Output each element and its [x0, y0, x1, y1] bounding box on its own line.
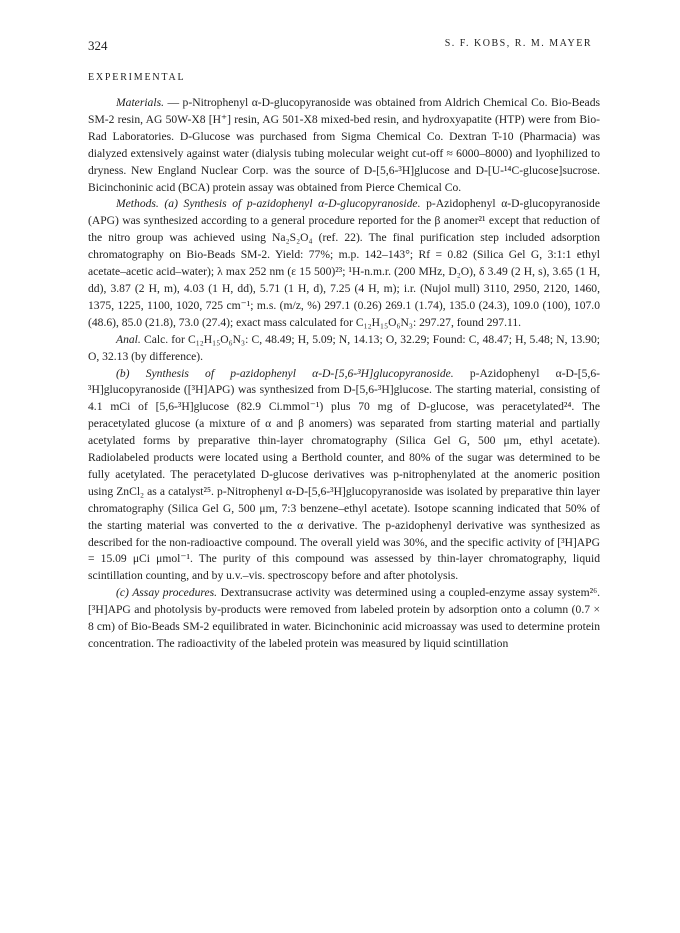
paragraph-lead: (b) Synthesis of p-azidophenyl α-D-[5,6-³H]glucopyranoside.	[116, 366, 454, 380]
body-text	[88, 95, 600, 653]
paragraph-text: p-Azidophenyl α-D-[5,6-³H]glucopyranoside ([³H]APG) was synthesized from D-[5,6-³H]glucose. The starting material, consisting of 4.1 mCi of [5,6-³H]glucose (82.9 Ci.mmol⁻¹) plus 70 mg of D-glucose, was peracetylated²⁴. The peracetylated glucose (a mixture of α and β anomers) was separated from starting material and partially acetylated forms by preparative thin-layer chromatography (Silica Gel G, 500 μm, ethyl acetate). Radiolabeled products were located using a Berthold counter, and 80% of the sugar was determined to be fully acetylated. The peracetylated D-glucose derivatives was p-nitrophenylated at the anomeric position using ZnCl₂ as a catalyst²⁵. p-Nitrophenyl α-D-[5,6-³H]glucopyranoside was isolated by preparative thin layer chromatography (Silica Gel G, 500 μm, 7:3 benzene–ethyl acetate). Isotope scanning indicated that 50% of the starting material was converted to the α derivative. The p-azidophenyl derivative was synthesized as described for the non-radioactive compound. The overall yield was 30%, and the specific activity of [³H]APG = 15.09 μCi μmol⁻¹. The purity of this compound was assessed by thin-layer chromatography, liquid scintillation counting, and by u.v.–vis. spectroscopy before and after photolysis.	[88, 366, 601, 583]
paragraph-text: — p-Nitrophenyl α-D-glucopyranoside was obtained from Aldrich Chemical Co. Bio-Beads SM-2 resin, AG 50W-X8 [H⁺] resin, AG 501-X8 mixed-bed resin, and hydroxyapatite (HTP) were from Bio-Rad Laboratories. D-Glucose was purchased from Sigma Chemical Co. Dextran T-10 (Pharmacia) was dialyzed extensively against water (dialysis tubing molecular weight cut-off ≈ 6000–8000) and lyophilized to dryness. New England Nuclear Corp. was the source of D-[5,6-³H]glucose and D-[U-¹⁴C-glucose]sucrose. Bicinchoninic acid (BCA) protein assay was obtained from Pierce Chemical Co.	[88, 96, 600, 194]
paragraph-lead: Methods. (a) Synthesis of p-azidophenyl α-D-glucopyranoside.	[116, 197, 421, 211]
paragraph-lead: Materials.	[116, 96, 164, 109]
paragraph-text: Calc. for C₁₂H₁₅O₆N₃: C, 48.49; H, 5.09; N, 14.13; O, 32.29; Found: C, 48.47; H, 5.48; N, 13.90; O, 32.13 (by difference).	[88, 332, 600, 363]
page-number: 324	[88, 38, 108, 53]
running-head-authors: S. F. KOBS, R. M. MAYER	[444, 38, 592, 49]
paragraph-text: p-Azidophenyl α-D-glucopyranoside (APG) was synthesized according to a general procedure reported for the β anomer²¹ except that reduction of the nitro group was achieved using Na₂S₂O₄ (ref. 22). The final purification step included adsorption chromatography on Bio-Beads SM-2. Yield: 77%; m.p. 142–143°; Rf = 0.82 (Silica Gel G, 3:1:1 ethyl acetate–acetic acid–water); λ max 252 nm (ε 15 500)²³; ¹H-n.m.r. (200 MHz, D₂O), δ 3.49 (2 H, s), 3.65 (1 H, dd), 3.87 (2 H, m), 4.03 (1 H, dd), 5.71 (1 H, d), 7.25 (4 H, m); i.r. (Nujol mull) 3110, 2950, 2120, 1460, 1375, 1225, 1100, 1020, 725 cm⁻¹; m.s. (m/z, %) 297.1 (0.26) 269.1 (1.74), 135.0 (24.3), 109.0 (100), 107.0 (48.6), 85.0 (21.8), 73.0 (27.4); exact mass calculated for C₁₂H₁₅O₆N₃: 297.27, found 297.11.	[88, 197, 600, 329]
paragraph-methods-a	[88, 196, 600, 331]
paragraph-lead: Anal.	[116, 332, 141, 346]
paragraph-lead: (c) Assay procedures.	[116, 586, 218, 600]
paragraph-methods-c	[88, 585, 600, 653]
paragraph-materials	[88, 95, 600, 196]
paragraph-analysis	[88, 332, 600, 366]
page-header	[88, 38, 592, 58]
paragraph-methods-b	[88, 366, 600, 586]
section-heading: EXPERIMENTAL	[88, 72, 186, 83]
paragraph-text: Dextransucrase activity was determined using a coupled-enzyme assay system²⁶. [³H]APG and photolysis by-products were removed from labeled protein by adsorption onto a column (0.7 × 8 cm) of Bio-Beads SM-2 equilibrated in water. Bicinchoninic acid microassay was used to determine protein concentration. The radioactivity of the labeled protein was measured by liquid scintillation	[88, 586, 601, 650]
